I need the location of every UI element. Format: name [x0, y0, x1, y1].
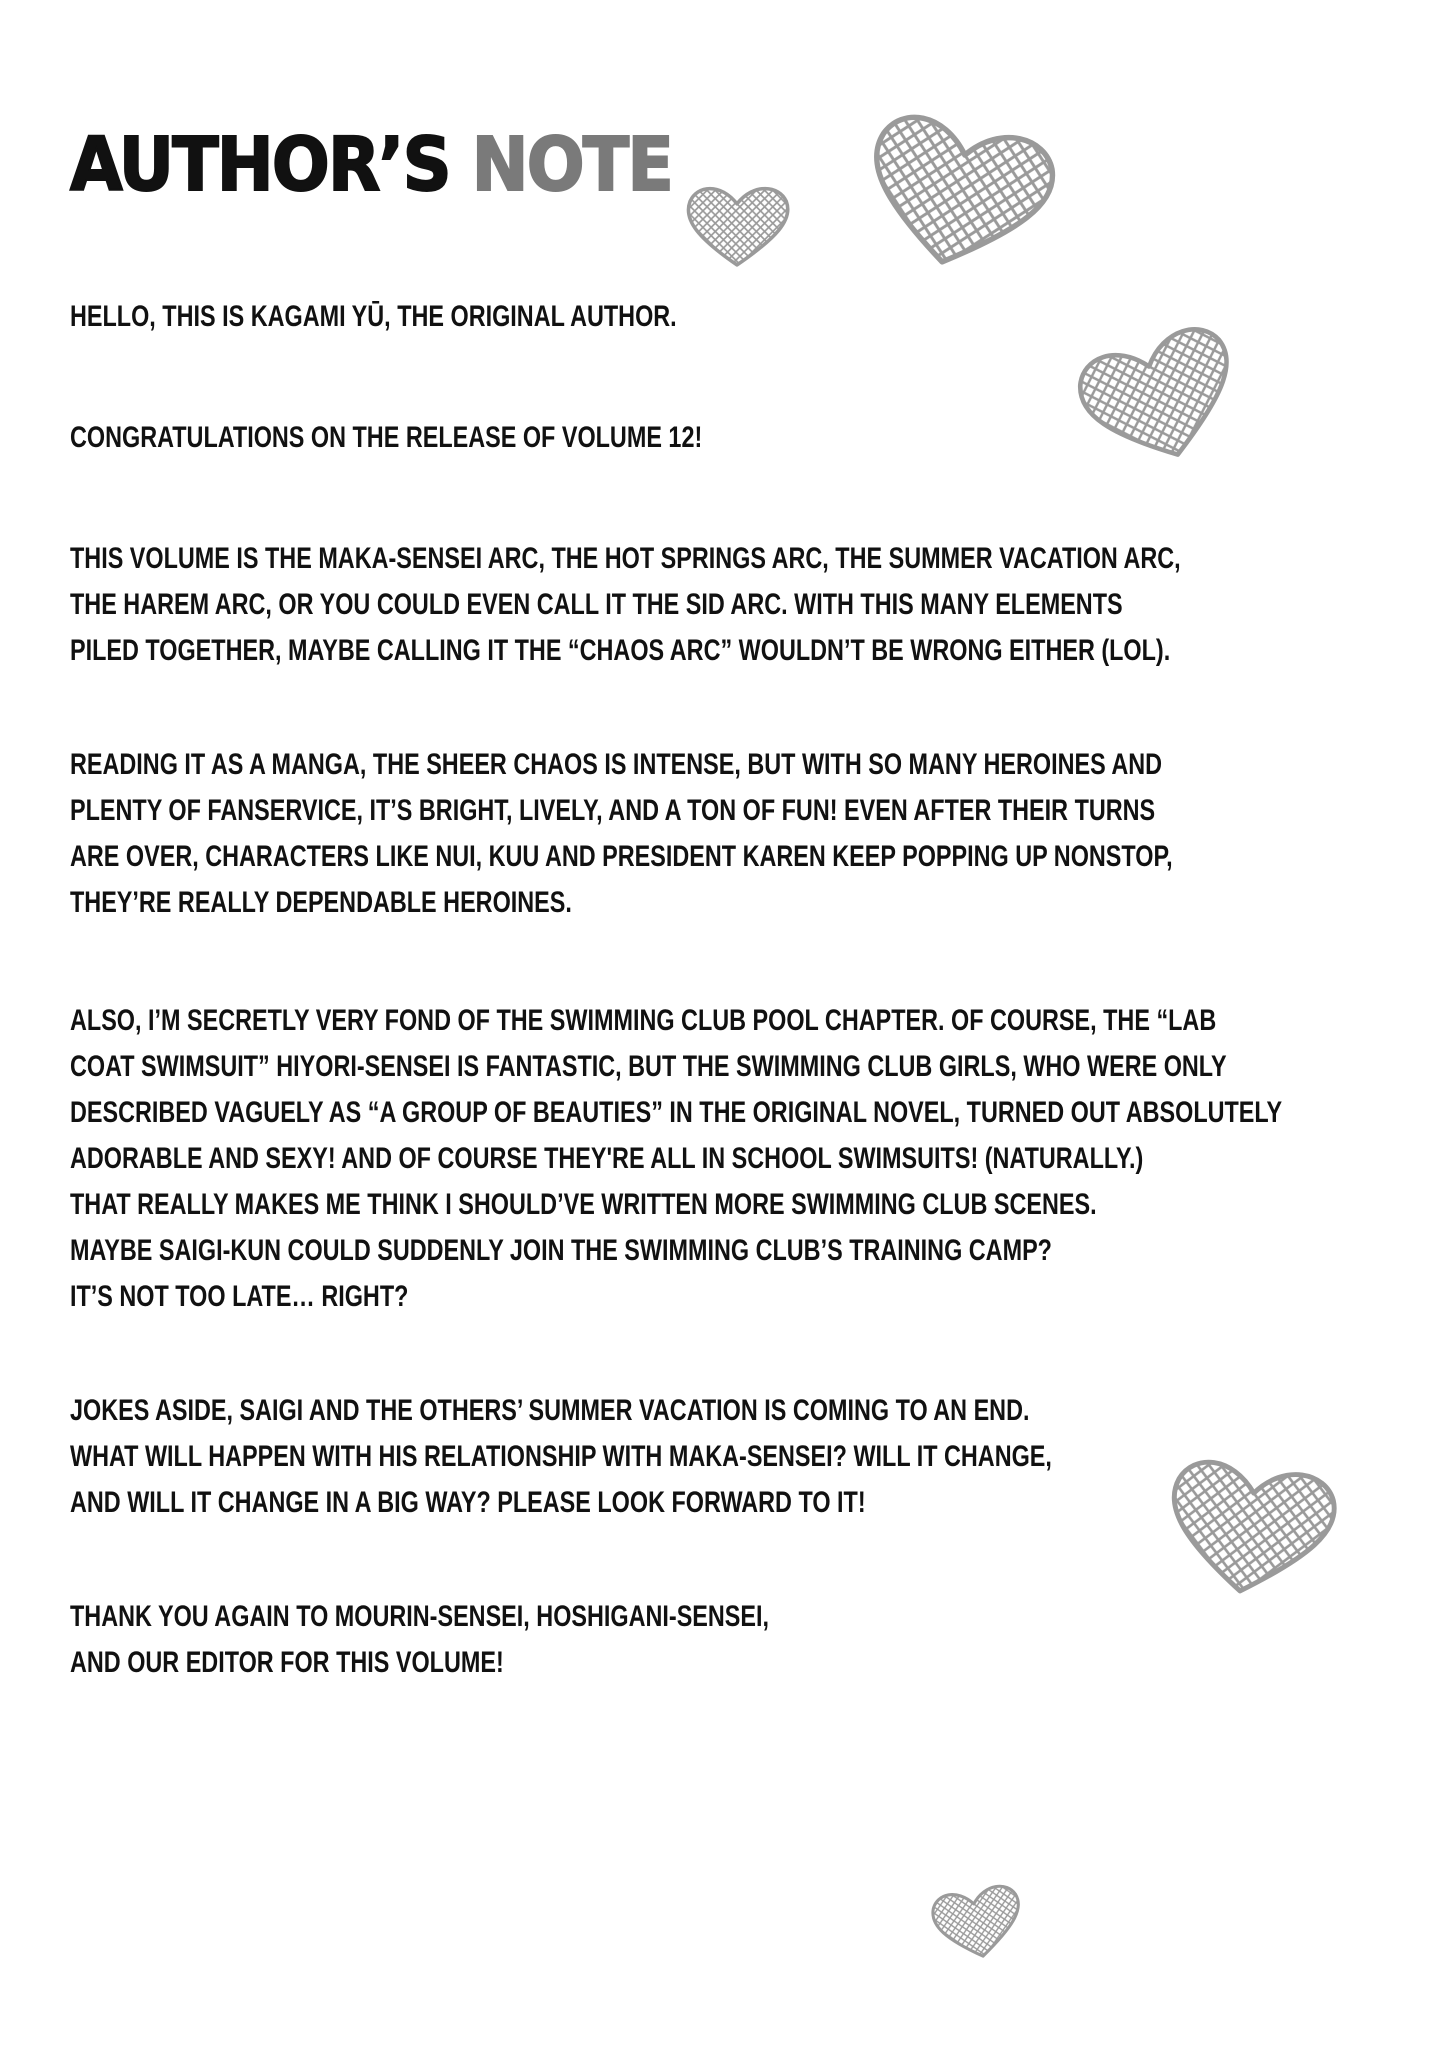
text-line: AND OUR EDITOR FOR THIS VOLUME!	[70, 1646, 504, 1679]
heart-icon	[1144, 1436, 1354, 1619]
text-line: DESCRIBED VAGUELY AS “A GROUP OF BEAUTIES” IN THE ORIGINAL NOVEL, TURNED OUT ABSOLUTELY	[70, 1096, 1283, 1129]
paragraph-greeting	[70, 294, 677, 340]
text-line: THAT REALLY MAKES ME THINK I SHOULD’VE WRITTEN MORE SWIMMING CLUB SCENES.	[70, 1188, 1097, 1221]
heart-icon	[836, 84, 1078, 300]
text-line: PLENTY OF FANSERVICE, IT’S BRIGHT, LIVELY, AND A TON OF FUN! EVEN AFTER THEIR TURNS	[70, 794, 1156, 827]
text-line: THIS VOLUME IS THE MAKA-SENSEI ARC, THE HOT SPRINGS ARC, THE SUMMER VACATION ARC,	[70, 542, 1181, 575]
paragraph-congratulations	[70, 415, 702, 461]
paragraph-swimming-club	[70, 998, 1282, 1320]
text-line: WHAT WILL HAPPEN WITH HIS RELATIONSHIP WITH MAKA-SENSEI? WILL IT CHANGE,	[70, 1440, 1052, 1473]
text-line: ALSO, I’M SECRETLY VERY FOND OF THE SWIMMING CLUB POOL CHAPTER. OF COURSE, THE “LAB	[70, 1004, 1217, 1037]
text-line: THEY’RE REALLY DEPENDABLE HEROINES.	[70, 886, 572, 919]
text-line: THANK YOU AGAIN TO MOURIN-SENSEI, HOSHIGANI-SENSEI,	[70, 1600, 770, 1633]
paragraph-jokes-aside	[70, 1388, 1052, 1526]
title-author: AUTHOR’S	[70, 122, 450, 208]
heart-icon	[676, 178, 798, 272]
text-line: CONGRATULATIONS ON THE RELEASE OF VOLUME 12!	[70, 421, 703, 454]
paragraph-volume-arcs	[70, 536, 1181, 674]
page-title	[70, 122, 673, 208]
text-line: ARE OVER, CHARACTERS LIKE NUI, KUU AND PRESIDENT KAREN KEEP POPPING UP NONSTOP,	[70, 840, 1173, 873]
heart-icon	[919, 1872, 1034, 1972]
paragraph-thanks	[70, 1594, 769, 1686]
text-line: ADORABLE AND SEXY! AND OF COURSE THEY'RE ALL IN SCHOOL SWIMSUITS! (NATURALLY.)	[70, 1142, 1144, 1175]
text-line: READING IT AS A MANGA, THE SHEER CHAOS IS INTENSE, BUT WITH SO MANY HEROINES AND	[70, 748, 1163, 781]
text-line: IT’S NOT TOO LATE… RIGHT?	[70, 1280, 409, 1313]
paragraph-manga-reading	[70, 742, 1173, 926]
text-line: HELLO, THIS IS KAGAMI YŪ, THE ORIGINAL AUTHOR.	[70, 300, 677, 333]
text-line: MAYBE SAIGI-KUN COULD SUDDENLY JOIN THE SWIMMING CLUB’S TRAINING CAMP?	[70, 1234, 1052, 1267]
title-note: NOTE	[471, 122, 673, 208]
text-line: COAT SWIMSUIT” HIYORI-SENSEI IS FANTASTIC, BUT THE SWIMMING CLUB GIRLS, WHO WERE ONLY	[70, 1050, 1227, 1083]
text-line: JOKES ASIDE, SAIGI AND THE OTHERS’ SUMMER VACATION IS COMING TO AN END.	[70, 1394, 1030, 1427]
text-line: THE HAREM ARC, OR YOU COULD EVEN CALL IT THE SID ARC. WITH THIS MANY ELEMENTS	[70, 588, 1123, 621]
heart-icon	[1051, 298, 1267, 496]
text-line: PILED TOGETHER, MAYBE CALLING IT THE “CHAOS ARC” WOULDN’T BE WRONG EITHER (LOL).	[70, 634, 1171, 667]
text-line: AND WILL IT CHANGE IN A BIG WAY? PLEASE LOOK FORWARD TO IT!	[70, 1486, 866, 1519]
